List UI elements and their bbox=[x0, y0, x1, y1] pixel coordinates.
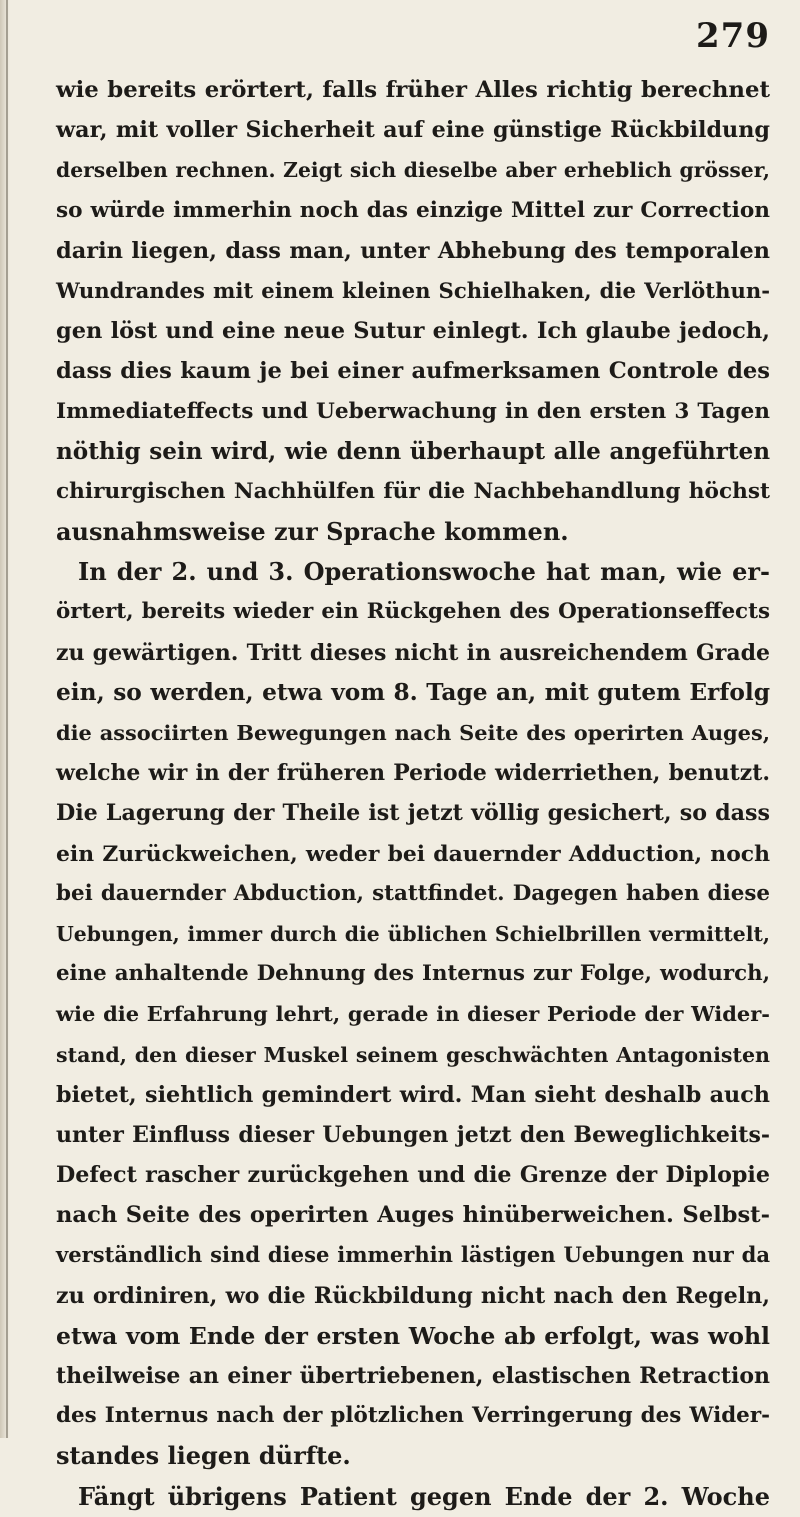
text-line: verständlich sind diese immerhin lästigen Uebungen nur da bbox=[56, 1242, 770, 1268]
page-gutter-shadow bbox=[0, 0, 10, 1438]
text-line: örtert, bereits wieder ein Rückgehen des Operationseffects bbox=[56, 599, 770, 625]
text-line: Uebungen, immer durch die üblichen Schielbrillen vermittelt, bbox=[56, 921, 770, 946]
page-number: 279 bbox=[696, 16, 770, 56]
text-line: Die Lagerung der Theile ist jetzt völlig gesichert, so dass bbox=[56, 800, 770, 827]
text-line: unter Einfluss dieser Uebungen jetzt den Beweglichkeits- bbox=[56, 1121, 770, 1148]
text-line: ein, so werden, etwa vom 8. Tage an, mit gutem Erfolg bbox=[56, 678, 770, 706]
text-line: ein Zurückweichen, weder bei dauernder Adduction, noch bbox=[56, 840, 770, 867]
text-line: war, mit voller Sicherheit auf eine günstige Rückbildung bbox=[56, 117, 770, 144]
text-line: gen löst und eine neue Sutur einlegt. Ich glaube jedoch, bbox=[56, 318, 770, 345]
text-line: bietet, siehtlich gemindert wird. Man sieht deshalb auch bbox=[56, 1081, 770, 1108]
text-line: zu ordiniren, wo die Rückbildung nicht nach den Regeln, bbox=[56, 1282, 770, 1309]
text-line: etwa vom Ende der ersten Woche ab erfolgt, was wohl bbox=[56, 1321, 770, 1350]
text-line: chirurgischen Nachhülfen für die Nachbehandlung höchst bbox=[56, 478, 770, 504]
text-line: Defect rascher zurückgehen und die Grenze der Diplopie bbox=[56, 1162, 770, 1189]
text-line: derselben rechnen. Zeigt sich dieselbe aber erheblich grösser, bbox=[56, 158, 770, 183]
text-line: nach Seite des operirten Auges hinüberweichen. Selbst- bbox=[56, 1202, 770, 1229]
text-line: so würde immerhin noch das einzige Mittel zur Correction bbox=[56, 197, 770, 223]
text-line: theilweise an einer übertriebenen, elastischen Retraction bbox=[56, 1363, 770, 1389]
text-line: Fängt übrigens Patient gegen Ende der 2. Woche bbox=[78, 1481, 770, 1511]
text-line: wie die Erfahrung lehrt, gerade in dieser Periode der Wider- bbox=[56, 1001, 770, 1027]
text-line: darin liegen, dass man, unter Abhebung des temporalen bbox=[56, 237, 770, 264]
text-line: wie bereits erörtert, falls früher Alles richtig berechnet bbox=[56, 77, 770, 103]
text-line: des Internus nach der plötzlichen Verringerung des Wider- bbox=[56, 1403, 770, 1429]
text-line: stand, den dieser Muskel seinem geschwächten Antagonisten bbox=[56, 1042, 770, 1067]
text-line: dass dies kaum je bei einer aufmerksamen Controle des bbox=[56, 358, 770, 385]
page-binding-edge bbox=[6, 0, 8, 1438]
body-text bbox=[56, 70, 770, 1517]
text-line: die associirten Bewegungen nach Seite des operirten Auges, bbox=[56, 720, 770, 745]
text-line: eine anhaltende Dehnung des Internus zur Folge, wodurch, bbox=[56, 961, 770, 987]
text-line: In der 2. und 3. Operationswoche hat man, wie er- bbox=[78, 557, 770, 587]
text-line: standes liegen dürfte. bbox=[56, 1441, 351, 1471]
text-line: Immediateffects und Ueberwachung in den ersten 3 Tagen bbox=[56, 398, 770, 424]
text-line: bei dauernder Abduction, stattfindet. Dagegen haben diese bbox=[56, 880, 770, 906]
text-line: ausnahmsweise zur Sprache kommen. bbox=[56, 517, 569, 547]
text-line: Wundrandes mit einem kleinen Schielhaken, die Verlöthun- bbox=[56, 277, 770, 303]
text-line: welche wir in der früheren Periode widerriethen, benutzt. bbox=[56, 760, 770, 787]
text-line: zu gewärtigen. Tritt dieses nicht in ausreichendem Grade bbox=[56, 639, 770, 666]
text-line: nöthig sein wird, wie denn überhaupt alle angeführten bbox=[56, 437, 770, 465]
